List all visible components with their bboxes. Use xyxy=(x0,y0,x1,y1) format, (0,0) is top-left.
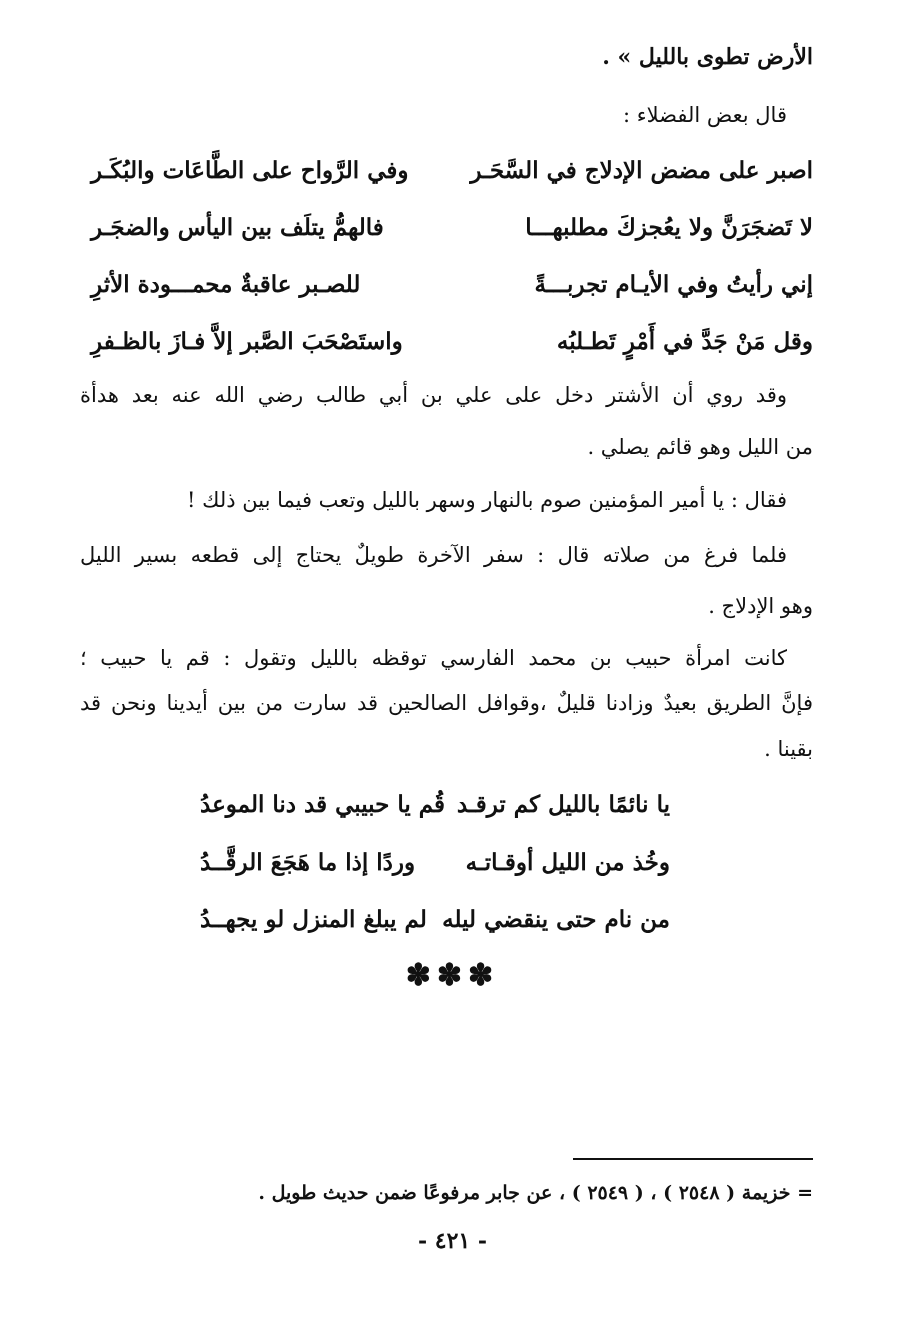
paragraph-4-line-3: بقينا . xyxy=(764,737,813,761)
continuation-line: الأرض تطوى بالليل » . xyxy=(602,44,813,70)
hemistich-second: فالهمُّ يتلَف بين اليأس والضجَـر xyxy=(91,214,384,241)
paragraph-1-line-2: من الليل وهو قائم يصلي . xyxy=(587,435,813,459)
poem1-verse-3 xyxy=(91,263,813,307)
footnote: = خزيمة ( ٢٥٤٨ ) ، ( ٢٥٤٩ ) ، عن جابر مرفوعًا ضمن حديث طويل . xyxy=(258,1182,813,1204)
hemistich-second: لم يبلغ المنزل لو يجهــدُ xyxy=(200,906,427,933)
hemistich-second: واستَصْحَبَ الصَّبر إلاَّ فـازَ بالظـفرِ xyxy=(91,328,403,355)
page-number: - ٤٢١ - xyxy=(417,1228,488,1254)
poem1-verse-4 xyxy=(91,320,813,364)
poem-intro: قال بعض الفضلاء : xyxy=(623,103,787,127)
section-separator: ✽✽✽ xyxy=(405,958,500,993)
hemistich-first: إني رأيتُ وفي الأيـام تجربـــةً xyxy=(534,271,813,298)
poem2-verse-3 xyxy=(200,898,670,942)
footnote-divider xyxy=(573,1158,813,1160)
poem1-verse-1 xyxy=(91,149,813,193)
paragraph-3-line-1: فلما فرغ من صلاته قال : سفر الآخرة طويلٌ يحتاج إلى قطعه بسير الليل xyxy=(80,543,787,567)
paragraph-3-line-2: وهو الإدلاج . xyxy=(708,594,813,618)
hemistich-second: قُم يا حبيبي قد دنا الموعدُ xyxy=(200,791,446,818)
poem1-verse-2 xyxy=(91,206,813,250)
poem2-verse-1 xyxy=(200,783,670,827)
hemistich-second: للصـبر عاقبةٌ محمـــودة الأثرِ xyxy=(91,271,361,298)
paragraph-4-line-1: كانت امرأة حبيب بن محمد الفارسي توقظه بالليل وتقول : قم يا حبيب ؛ xyxy=(80,646,787,670)
hemistich-first: يا نائمًا بالليل كم ترقـد xyxy=(456,791,670,818)
hemistich-second: وردًا إذا ما هَجَعَ الرقَّــدُ xyxy=(200,849,416,876)
paragraph-4-line-2: فإنَّ الطريق بعيدٌ وزادنا قليلٌ ،وقوافل الصالحين قد سارت من بين أيدينا ونحن قد xyxy=(80,691,813,715)
hemistich-first: اصبر على مضض الإدلاج في السَّحَـر xyxy=(470,157,813,184)
hemistich-first: من نام حتى ينقضي ليله xyxy=(442,906,670,933)
paragraph-1-line-1: وقد روي أن الأشتر دخل على علي بن أبي طالب رضي الله عنه بعد هدأة xyxy=(80,383,787,407)
hemistich-first: لا تَضجَرَنَّ ولا يعُجزكَ مطلبهـــا xyxy=(525,214,813,241)
hemistich-first: وقل مَنْ جَدَّ في أَمْرٍ تَطـلبُه xyxy=(556,328,813,355)
hemistich-second: وفي الرَّواح على الطَّاعَات والبُكَـر xyxy=(91,157,409,184)
paragraph-2: فقال : يا أمير المؤمنين صوم بالنهار وسهر بالليل وتعب فيما بين ذلك ! xyxy=(187,488,787,512)
hemistich-first: وخُذ من الليل أوقـاتـه xyxy=(465,849,670,876)
poem2-verse-2 xyxy=(200,841,670,885)
